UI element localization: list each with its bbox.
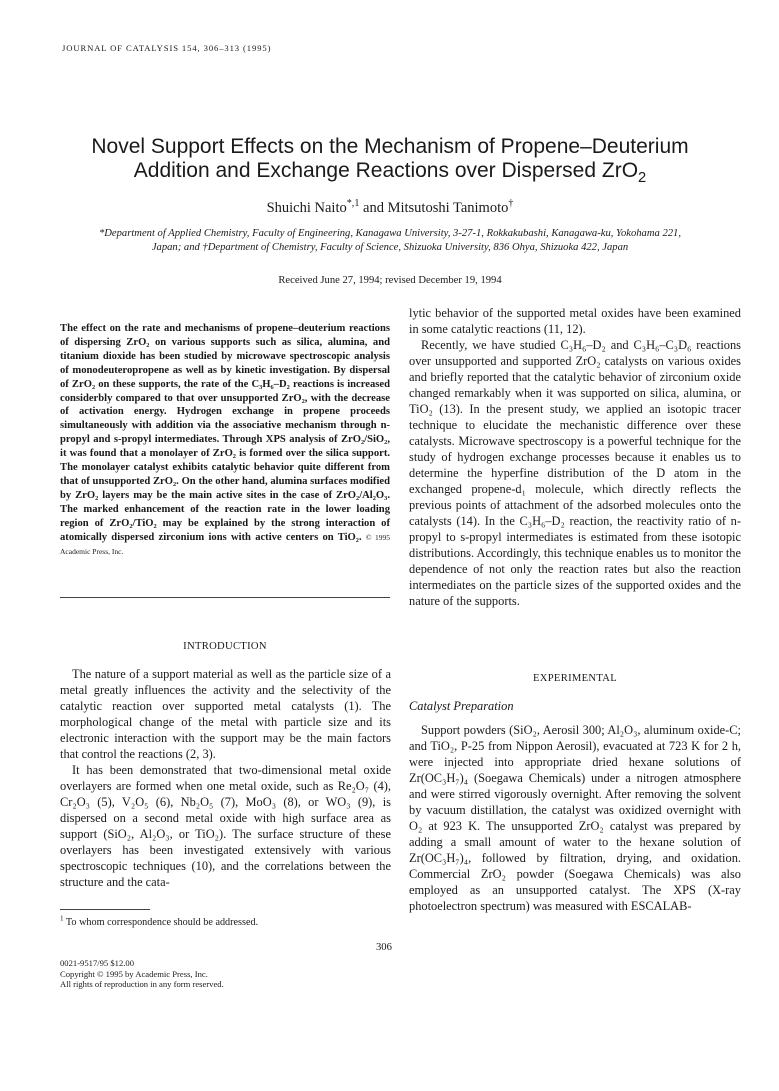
title-line-1: Novel Support Effects on the Mechanism of Propene–Deuterium xyxy=(91,135,689,158)
experimental-heading: EXPERIMENTAL xyxy=(533,673,617,684)
abstract xyxy=(60,322,390,558)
article-title xyxy=(40,135,740,187)
title-line-2-text: Addition and Exchange Reactions over Dispersed ZrO xyxy=(133,159,639,182)
affiliations: *Department of Applied Chemistry, Faculty of Engineering, Kanagawa University, 3-27-1, Rokkakubashi, Kanagawa-ku, Yokohama 221, Japan; and †Department of Chemistry, Faculty of Science, Shizuoka University, 836 Ohya, Shizuoka 422, Japan xyxy=(98,228,681,253)
abstract-text: The effect on the rate and mechanisms of propene–deuterium reactions of dispersing ZrO₂ on various supports such as silica, alumina, and titanium dioxide has been studied by microwave spectroscopic analysis of monodeuteropropene as well as by kinetic investigation. By dispersal of ZrO₂ on these supports, the rate of the C₃H₆–D₂ reactions is increased considerbly compared to that over unsupported ZrO₂, with the decrease of activation energy. Hydrogen exchange in propene proceeds simultaneously with addition via the associative mechanism through n-propyl and s-propyl intermediates. Through XPS analysis of ZrO₂/SiO₂, it was found that a monolayer of ZrO₂ is formed over the silica support. The monolayer catalyst exhibits catalytic behavior quite different from that of unsupported ZrO₂. On the other hand, alumina surfaces modified by ZrO₂ layers may be the main active sites in the case of ZrO₂/Al₂O₃. The marked enhancement of the reaction rate in the lower loading region of ZrO₂/TiO₂ may be explained by the strong interaction of atomically dispersed zirconium ions with active centers on TiO₂. xyxy=(60,323,390,543)
copyright-line: Copyright © 1995 by Academic Press, Inc. xyxy=(60,968,208,979)
rights-line: All rights of reproduction in any form reserved. xyxy=(60,979,224,990)
experimental-body xyxy=(409,722,741,914)
footnote xyxy=(60,914,390,928)
catalyst-preparation-subheading: Catalyst Preparation xyxy=(409,699,514,713)
intro-paragraph-1: The nature of a support material as well as the particle size of a metal greatly influences the activity and the selectivity of the catalytic reaction over supported metal catalysts (1). The morphological change of the metal with particle size and its electronic interaction with the support may be the main factors that control the reactions (2, 3). xyxy=(60,667,391,761)
footnote-text: To whom correspondence should be addressed. xyxy=(63,917,259,928)
title-subscript: 2 xyxy=(638,170,647,187)
received-dates: Received June 27, 1994; revised December 19, 1994 xyxy=(278,275,502,286)
right-paragraph-2: Recently, we have studied C₃H₆–D₂ and C₃H₆–C₃D₆ reactions over unsupported and supported ZrO₂ catalysts on various oxides and briefly reported that the catalytic behavior of zirconium oxide changed remarkably when it was supported on silica, alumina, or TiO₂ (13). In the present study, we applied an isotopic tracer technique to elucidate the mechanistic difference over these catalysts. Microwave spectroscopy is a powerful technique for the study of hydrogen exchange processes because it enables us to determine the hyperfine distribution of the D atom in the exchanged propene-d₁ molecule, which directly reflects the previous points of attachment of the adsorbed molecules onto the catalysts (14). In the C₃H₆–D₂ reaction, the reactivity ratio of n-propyl to s-propyl intermediates is estimated from these isotopic distributions. Accordingly, this technique enables us to monitor the dependence of not only the reaction rates but also the reaction intermediates on the particle sizes of the supported oxides and the nature of the supports. xyxy=(409,338,741,608)
title-line-2 xyxy=(40,159,740,187)
copyright-block xyxy=(60,958,224,990)
issn-price: 0021-9517/95 $12.00 xyxy=(60,958,134,968)
author-conjunction: and xyxy=(359,200,388,216)
introduction-heading: INTRODUCTION xyxy=(183,641,267,652)
right-column-intro xyxy=(409,305,741,609)
intro-paragraph-2: It has been demonstrated that two-dimensional metal oxide overlayers are formed when one metal oxide, such as Re₂O₇ (4), Cr₂O₃ (5), V₂O₅ (6), Nb₂O₅ (7), MoO₃ (8), or WO₃ (9), is dispersed on a second metal oxide with high surface area as support (SiO₂, Al₂O₃, or TiO₂). The surface structure of these overlayers has been investigated extensively with various spectroscopic techniques (10), and the correlations between the structure and the cata- xyxy=(60,763,391,889)
right-paragraph-1: lytic behavior of the supported metal oxides have been examined in some catalytic reactions (11, 12). xyxy=(409,306,741,336)
abstract-divider xyxy=(60,597,390,598)
author-2-mark: † xyxy=(508,198,514,210)
introduction-body xyxy=(60,666,391,890)
author-2: Mitsutoshi Tanimoto xyxy=(387,200,509,216)
author-1: Shuichi Naito xyxy=(266,200,347,216)
author-list xyxy=(40,200,740,217)
footnote-rule xyxy=(60,909,150,910)
experimental-paragraph-1: Support powders (SiO₂, Aerosil 300; Al₂O₃, aluminum oxide-C; and TiO₂, P-25 from Nippon Aerosil), evacuated at 723 K for 2 h, were injected into appropriate dried hexane solutions of Zr(OC₃H₇)₄ (Soegawa Chemicals) under a nitrogen atmosphere and were stirred vigorously overnight. After removing the solvent by vacuum distillation, the catalyst was oxidized overnight with O₂ at 923 K. The unsupported ZrO₂ catalyst was prepared by adding a small amount of water to the hexane solution of Zr(OC₃H₇)₄, followed by filtration, drying, and oxidation. Commercial ZrO₂ powder (Soegawa Chemicals) was also employed as an unsupported catalyst. The XPS (X-ray photoelectron spectrum) was measured with ESCALAB- xyxy=(409,723,741,913)
journal-running-header: JOURNAL OF CATALYSIS 154, 306–313 (1995) xyxy=(62,43,272,53)
abstract-copyright: © 1995 Academic Press, Inc. xyxy=(60,532,390,556)
page-number: 306 xyxy=(376,942,392,953)
author-1-marks: *,1 xyxy=(346,198,360,210)
footnote-mark: 1 xyxy=(60,914,64,923)
